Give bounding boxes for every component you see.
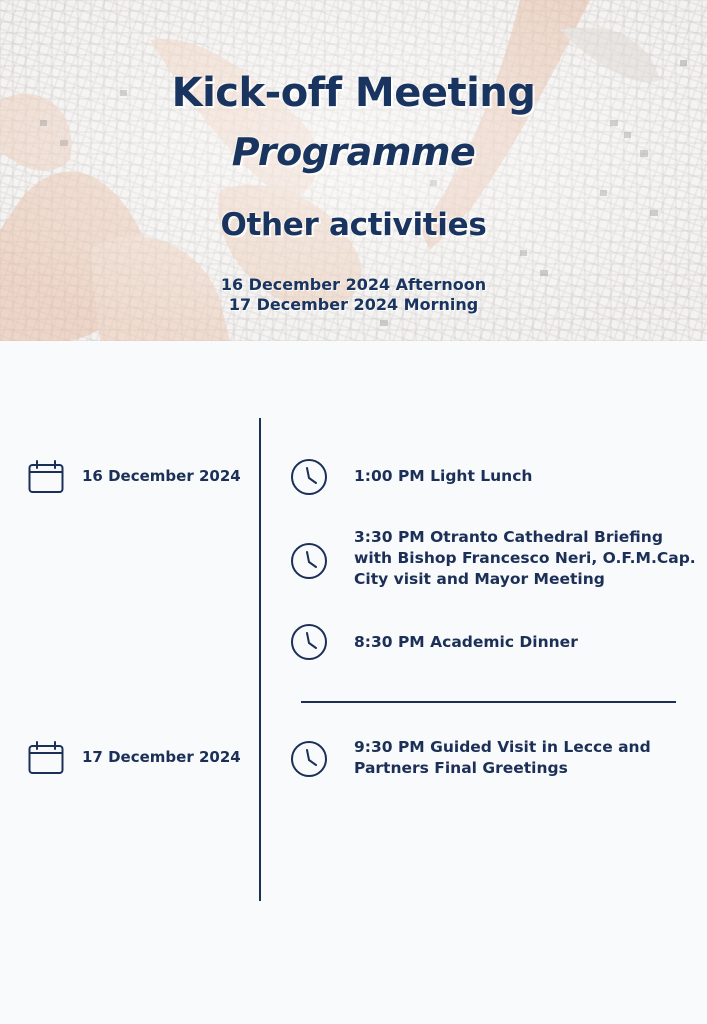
- clock-icon: [290, 623, 328, 661]
- event-text: 8:30 PM Academic Dinner: [354, 633, 578, 651]
- clock-icon: [290, 458, 328, 496]
- event-text: 1:00 PM Light Lunch: [354, 467, 533, 485]
- date-range-line-2: 17 December 2024 Morning: [228, 295, 479, 314]
- event-text: 9:30 PM Guided Visit in Lecce and: [354, 738, 651, 756]
- subtitle: Other activities: [220, 207, 487, 243]
- title-line-2: Programme: [231, 130, 476, 174]
- event-item: [354, 632, 699, 653]
- event-text: City visit and Mayor Meeting: [354, 570, 605, 588]
- day-label: 16 December 2024: [82, 467, 241, 485]
- date-range-line-1: 16 December 2024 Afternoon: [220, 275, 487, 294]
- event-item: [354, 466, 699, 487]
- header-banner: [0, 0, 707, 341]
- day-separator: [301, 701, 676, 703]
- title-line-1: Kick-off Meeting: [171, 70, 536, 116]
- day-label: 17 December 2024: [82, 748, 241, 766]
- event-text: 3:30 PM Otranto Cathedral Briefing: [354, 528, 663, 546]
- calendar-icon: [28, 741, 64, 775]
- clock-icon: [290, 740, 328, 778]
- clock-icon: [290, 542, 328, 580]
- timeline-vertical-divider: [259, 418, 261, 901]
- event-text: with Bishop Francesco Neri, O.F.M.Cap.: [354, 549, 696, 567]
- event-item: [354, 737, 699, 779]
- calendar-icon: [28, 460, 64, 494]
- event-item: [354, 527, 699, 590]
- event-text: Partners Final Greetings: [354, 759, 568, 777]
